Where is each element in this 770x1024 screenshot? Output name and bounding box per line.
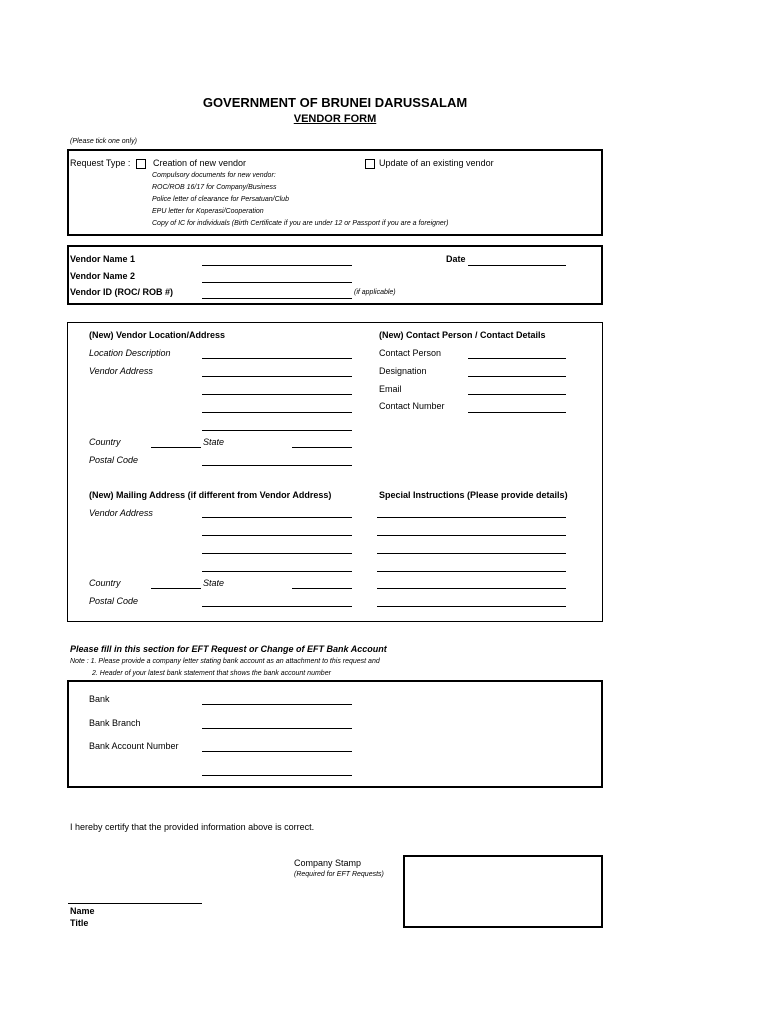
docs-item: Police letter of clearance for Persatuan/Club: [152, 196, 289, 203]
name-label: Name: [70, 906, 95, 916]
vendor-name-1-label: Vendor Name 1: [70, 254, 136, 264]
country-field[interactable]: [151, 447, 201, 448]
vendor-id-note: (if applicable): [354, 289, 396, 296]
eft-note-1: Note : 1. Please provide a company letter stating bank account as an attachment to this request and: [70, 658, 380, 665]
vendor-name-2-field[interactable]: [202, 282, 352, 283]
special-instructions-heading: Special Instructions (Please provide details): [379, 490, 568, 500]
mailing-address-label: Vendor Address: [89, 508, 153, 518]
special-instructions-field-2[interactable]: [377, 535, 566, 536]
postal-code-field[interactable]: [202, 465, 352, 466]
mailing-country-label: Country: [89, 578, 121, 588]
special-instructions-field-4[interactable]: [377, 571, 566, 572]
contact-person-label: Contact Person: [379, 348, 442, 358]
mailing-state-field[interactable]: [292, 588, 352, 589]
email-label: Email: [379, 384, 402, 394]
special-instructions-field-5[interactable]: [377, 588, 566, 589]
country-label: Country: [89, 437, 121, 447]
special-instructions-field-3[interactable]: [377, 553, 566, 554]
mailing-postal-code-field[interactable]: [202, 606, 352, 607]
mailing-heading: (New) Mailing Address (if different from Vendor Address): [89, 490, 332, 500]
bank-branch-label: Bank Branch: [89, 718, 141, 728]
vendor-id-label: Vendor ID (ROC/ ROB #): [70, 287, 174, 297]
docs-item: EPU letter for Koperasi/Cooperation: [152, 208, 264, 215]
state-label: State: [203, 437, 225, 447]
update-vendor-checkbox[interactable]: [365, 159, 375, 169]
state-field[interactable]: [292, 447, 352, 448]
bank-branch-field[interactable]: [202, 728, 352, 729]
signature-line[interactable]: [68, 903, 202, 904]
mailing-postal-code-label: Postal Code: [89, 596, 139, 606]
form-title: VENDOR FORM: [293, 113, 377, 125]
email-field[interactable]: [468, 394, 566, 395]
date-field[interactable]: [468, 265, 566, 266]
vendor-address-label: Vendor Address: [89, 366, 153, 376]
vendor-id-field[interactable]: [202, 298, 352, 299]
company-stamp-box[interactable]: [403, 855, 603, 928]
mailing-country-field[interactable]: [151, 588, 201, 589]
company-stamp-label: Company Stamp: [294, 858, 362, 868]
new-vendor-label: Creation of new vendor: [153, 158, 247, 168]
eft-heading: Please fill in this section for EFT Request or Change of EFT Bank Account: [70, 644, 387, 654]
docs-item: ROC/ROB 16/17 for Company/Business: [152, 184, 277, 191]
designation-label: Designation: [379, 366, 427, 376]
mailing-address-field-4[interactable]: [202, 571, 352, 572]
mailing-address-field-3[interactable]: [202, 553, 352, 554]
location-heading: (New) Vendor Location/Address: [89, 330, 226, 340]
contact-number-label: Contact Number: [379, 401, 445, 411]
bank-account-field[interactable]: [202, 751, 352, 752]
docs-heading: Compulsory documents for new vendor:: [152, 172, 276, 179]
update-vendor-label: Update of an existing vendor: [379, 158, 494, 168]
bank-account-label: Bank Account Number: [89, 741, 179, 751]
vendor-address-field-4[interactable]: [202, 430, 352, 431]
vendor-address-field-3[interactable]: [202, 412, 352, 413]
bank-label: Bank: [89, 694, 110, 704]
eft-note-2: 2. Header of your latest bank statement that shows the bank account number: [92, 670, 331, 677]
mailing-address-field-2[interactable]: [202, 535, 352, 536]
special-instructions-field-6[interactable]: [377, 606, 566, 607]
vendor-address-field-1[interactable]: [202, 376, 352, 377]
page-title: GOVERNMENT OF BRUNEI DARUSSALAM: [202, 95, 468, 110]
company-stamp-note: (Required for EFT Requests): [294, 871, 384, 878]
certify-statement: I hereby certify that the provided information above is correct.: [70, 822, 315, 832]
bank-field[interactable]: [202, 704, 352, 705]
new-vendor-checkbox[interactable]: [136, 159, 146, 169]
docs-item: Copy of IC for individuals (Birth Certificate if you are under 12 or Passport if you are a foreigner): [152, 220, 449, 227]
vendor-name-2-label: Vendor Name 2: [70, 271, 136, 281]
designation-field[interactable]: [468, 376, 566, 377]
mailing-state-label: State: [203, 578, 225, 588]
contact-person-field[interactable]: [468, 358, 566, 359]
title-label: Title: [70, 918, 89, 928]
date-label: Date: [446, 254, 466, 264]
contact-number-field[interactable]: [468, 412, 566, 413]
vendor-address-field-2[interactable]: [202, 394, 352, 395]
tick-note: (Please tick one only): [70, 138, 137, 145]
vendor-name-1-field[interactable]: [202, 265, 352, 266]
eft-section: [67, 680, 603, 788]
contact-heading: (New) Contact Person / Contact Details: [379, 330, 546, 340]
mailing-address-field-1[interactable]: [202, 517, 352, 518]
postal-code-label: Postal Code: [89, 455, 139, 465]
request-type-label: Request Type :: [70, 158, 131, 168]
bank-extra-field[interactable]: [202, 775, 352, 776]
special-instructions-field-1[interactable]: [377, 517, 566, 518]
location-description-label: Location Description: [89, 348, 171, 358]
location-description-field[interactable]: [202, 358, 352, 359]
